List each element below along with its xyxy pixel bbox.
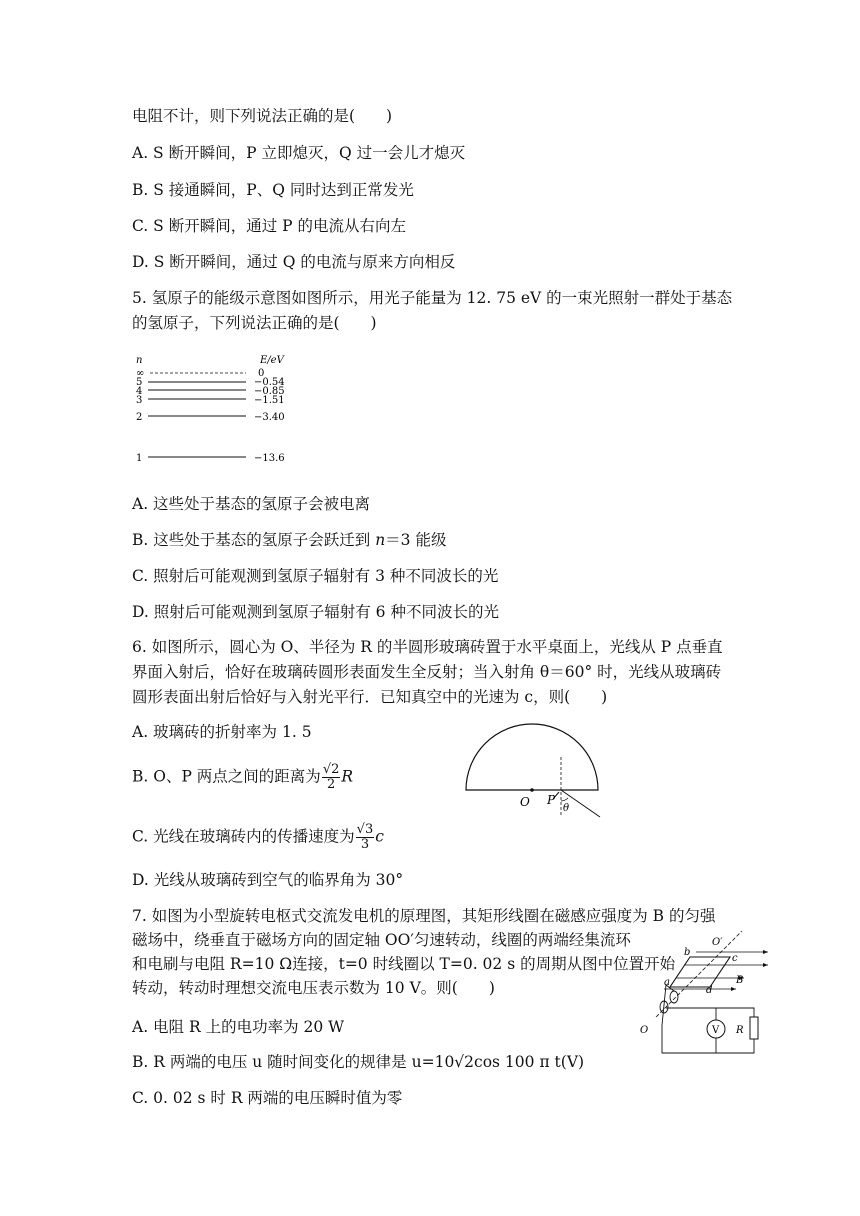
q5-stem-line1: 5. 氢原子的能级示意图如图所示，用光子能量为 12. 75 eV 的一束光照射一群处于基态: [132, 289, 733, 307]
level-e-label: −13.6: [254, 453, 285, 464]
label-r: R: [736, 1025, 744, 1036]
q6-option-b: B. O、P 两点之间的距离为 $\frac{√2}{2}$ R: [132, 762, 354, 792]
label-field-b: B: [736, 975, 744, 986]
level-e-label: −0.54: [254, 377, 285, 388]
q4-option-d: D. S 断开瞬间，通过 Q 的电流与原来方向相反: [132, 253, 456, 271]
energy-level-diagram: [128, 350, 308, 470]
fraction: $\frac{√3}{3}$: [356, 822, 374, 852]
q7-stem-line2: 磁场中，绕垂直于磁场方向的固定轴 OO′匀速转动，线圈的两端经集流环: [132, 931, 631, 949]
q6-option-c: C. 光线在玻璃砖内的传播速度为 $\frac{√3}{3}$ c: [132, 822, 384, 852]
n-axis-label: n: [136, 355, 143, 366]
label-a: a: [664, 977, 670, 988]
label-p: P: [547, 793, 556, 807]
level-n-label: 1: [136, 453, 143, 464]
center-o-dot: [530, 788, 534, 792]
level-n-label: 2: [136, 412, 143, 423]
angle-arc: [561, 798, 568, 801]
q6-option-a: A. 玻璃砖的折射率为 1. 5: [132, 723, 312, 741]
semicircle-glass-diagram: [460, 715, 610, 820]
level-e-label: 0: [258, 368, 265, 379]
q6-stem-line3: 圆形表面出射后恰好与入射光平行．已知真空中的光速为 c，则( ): [132, 688, 608, 706]
semicircle-outline: [466, 724, 598, 790]
q5-option-a: A. 这些处于基态的氢原子会被电离: [132, 495, 371, 513]
rectangular-coil: [670, 957, 730, 987]
q6-option-d: D. 光线从玻璃砖到空气的临界角为 30°: [132, 871, 404, 889]
slip-ring: [670, 991, 678, 1003]
q5-stem-line2: 的氢原子，下列说法正确的是( ): [132, 314, 377, 332]
q6-stem-line2: 界面入射后，恰好在玻璃砖圆形表面发生全反射；当入射角 θ＝60° 时，光线从玻璃砖: [132, 663, 722, 681]
q7-option-c: C. 0. 02 s 时 R 两端的电压瞬时值为零: [132, 1089, 403, 1107]
resistor-symbol: [750, 1017, 758, 1039]
rotation-axis: [656, 931, 742, 1017]
energy-axis-label: E/eV: [260, 355, 284, 366]
label-o-prime: O′: [712, 937, 723, 948]
level-e-label: −3.40: [254, 412, 285, 423]
label-d: d: [706, 985, 713, 996]
q7-stem-line1: 7. 如图为小型旋转电枢式交流发电机的原理图，其矩形线圈在磁感应强度为 B 的匀强: [132, 907, 716, 925]
q7-option-b: B. R 两端的电压 u 随时间变化的规律是 u=10√2cos 100 π t(V): [132, 1053, 585, 1071]
ac-generator-diagram: [636, 925, 776, 1060]
level-e-label: −1.51: [254, 395, 285, 406]
q5-option-c: C. 照射后可能观测到氢原子辐射有 3 种不同波长的光: [132, 567, 499, 585]
q5-option-b: B. 这些处于基态的氢原子会跃迁到 n＝3 能级: [132, 531, 447, 549]
label-theta: θ: [563, 803, 570, 814]
q4-stem-end: 电阻不计，则下列说法正确的是( ): [132, 107, 393, 125]
label-o: O: [520, 795, 530, 809]
q6-stem-line1: 6. 如图所示，圆心为 O、半径为 R 的半圆形玻璃砖置于水平桌面上，光线从 P 点垂直: [132, 638, 723, 656]
q7-option-a: A. 电阻 R 上的电功率为 20 W: [132, 1018, 345, 1036]
q7-stem-line3: 和电刷与电阻 R=10 Ω连接，t=0 时线圈以 T=0. 02 s 的周期从图中位置开始: [132, 955, 676, 973]
label-b: b: [684, 947, 691, 958]
q5-option-d: D. 照射后可能观测到氢原子辐射有 6 种不同波长的光: [132, 603, 499, 621]
label-v: V: [712, 1025, 720, 1036]
level-e-label: −0.85: [254, 386, 285, 397]
q4-option-a: A. S 断开瞬间，P 立即熄灭，Q 过一会儿才熄灭: [132, 144, 466, 162]
label-o: O: [640, 1025, 649, 1036]
q4-option-b: B. S 接通瞬间，P、Q 同时达到正常发光: [132, 181, 414, 199]
level-n-label: 4: [136, 386, 143, 397]
label-c: c: [732, 953, 738, 964]
level-n-label: ∞: [136, 368, 145, 379]
level-n-label: 5: [136, 377, 143, 388]
level-n-label: 3: [136, 395, 143, 406]
q4-option-c: C. S 断开瞬间，通过 P 的电流从右向左: [132, 217, 406, 235]
q7-stem-line4: 转动，转动时理想交流电压表示数为 10 V。则( ): [132, 979, 495, 997]
fraction: $\frac{√2}{2}$: [322, 762, 340, 792]
